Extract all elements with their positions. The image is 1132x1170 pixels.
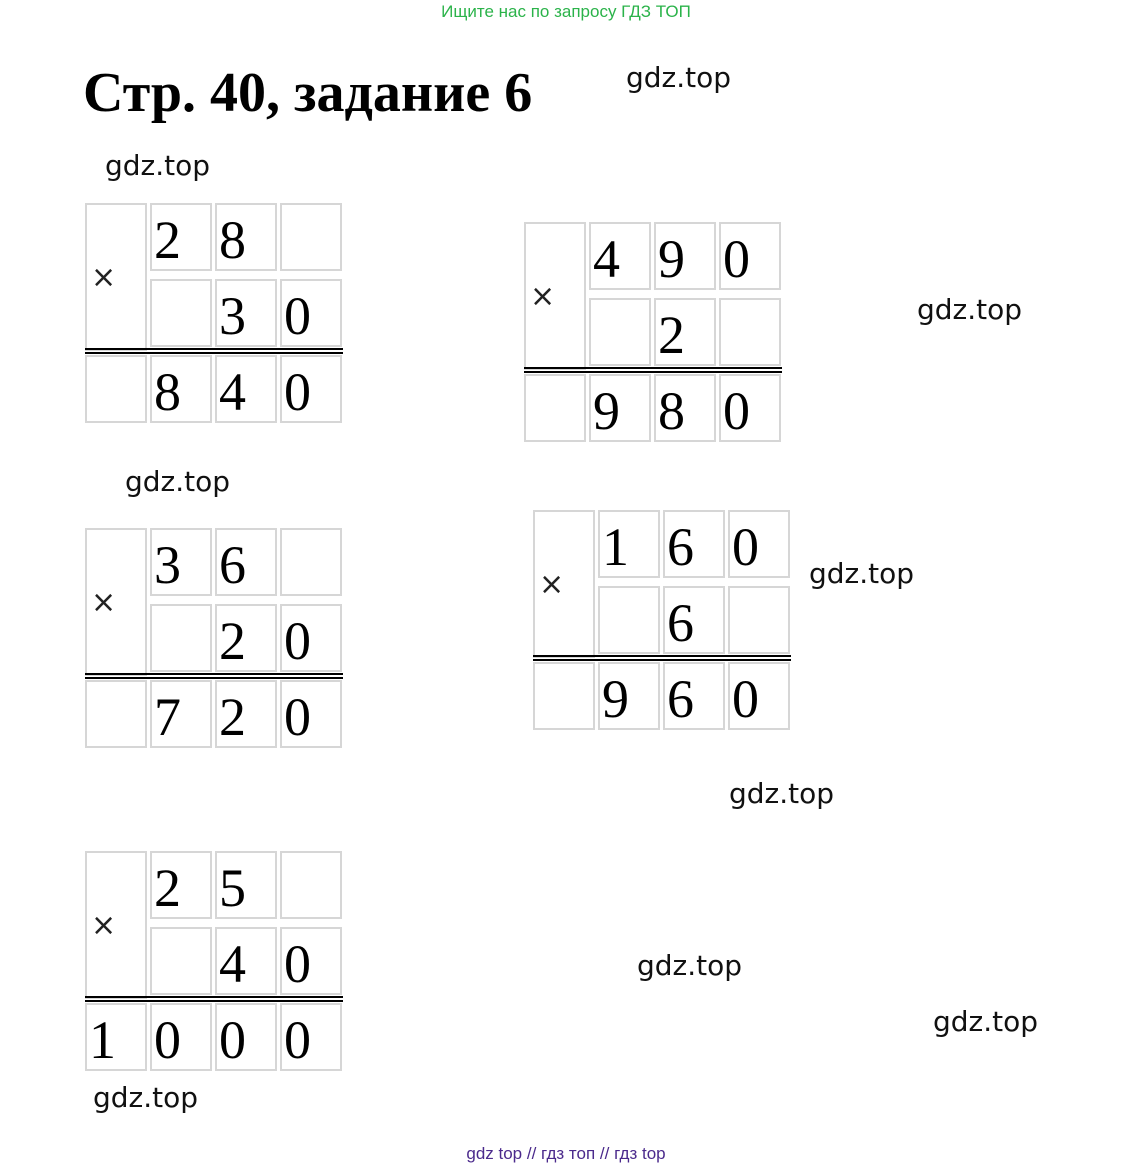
grid-cell	[150, 927, 212, 995]
multiplication-problem	[533, 510, 793, 738]
result-line	[85, 348, 343, 350]
watermark: gdz.top	[93, 1081, 199, 1114]
grid-cell	[589, 298, 651, 366]
multiplication-problem	[85, 528, 345, 756]
grid-cell	[150, 279, 212, 347]
grid-cell	[280, 528, 342, 596]
multiplicand-digit: 6	[667, 517, 694, 577]
product-digit: 2	[219, 687, 246, 747]
multiply-sign: ×	[539, 567, 565, 602]
grid-cell	[719, 298, 781, 366]
multiplication-problem	[85, 851, 345, 1079]
footer-separator: //	[599, 1144, 610, 1163]
page-title: Стр. 40, задание 6	[83, 62, 533, 124]
product-digit: 0	[284, 1010, 311, 1070]
multiplicand-digit: 0	[732, 517, 759, 577]
grid-cell	[598, 586, 660, 654]
footer-link-gdz-top[interactable]: gdz top	[466, 1144, 523, 1163]
watermark: gdz.top	[125, 465, 231, 498]
grid-cell	[280, 203, 342, 271]
multiplicand-digit: 2	[154, 210, 181, 270]
multiplicand-digit: 3	[154, 535, 181, 595]
header-note: Ищите нас по запросу ГДЗ ТОП	[441, 2, 691, 21]
multiplicand-digit: 1	[602, 517, 629, 577]
multiplication-problem	[524, 222, 784, 450]
grid-cell	[524, 374, 586, 442]
multiplicand-digit: 9	[658, 229, 685, 289]
multiply-sign: ×	[91, 585, 117, 620]
product-digit: 0	[723, 381, 750, 441]
multiplier-digit: 0	[284, 286, 311, 346]
multiply-sign: ×	[91, 260, 117, 295]
watermark: gdz.top	[933, 1005, 1039, 1038]
result-line	[85, 996, 343, 998]
multiplier-digit: 4	[219, 934, 246, 994]
multiplier-digit: 2	[219, 611, 246, 671]
product-digit: 0	[284, 687, 311, 747]
product-digit: 8	[658, 381, 685, 441]
footer-link-gdz-top-mixed[interactable]: гдз top	[614, 1144, 666, 1163]
multiplicand-digit: 2	[154, 858, 181, 918]
watermark: gdz.top	[729, 777, 835, 810]
product-digit: 6	[667, 669, 694, 729]
watermark: gdz.top	[917, 293, 1023, 326]
product-digit: 4	[219, 362, 246, 422]
footer-separator: //	[526, 1144, 537, 1163]
grid-cell	[533, 662, 595, 730]
result-line	[533, 655, 791, 657]
watermark: gdz.top	[809, 557, 915, 590]
result-line	[85, 677, 343, 679]
product-digit: 0	[284, 362, 311, 422]
watermark: gdz.top	[105, 149, 211, 182]
watermark: gdz.top	[637, 949, 743, 982]
result-line	[524, 367, 782, 369]
result-line	[524, 371, 782, 373]
grid-cell	[85, 680, 147, 748]
result-line	[85, 352, 343, 354]
product-digit: 9	[593, 381, 620, 441]
result-line	[85, 1000, 343, 1002]
footer-links	[0, 1144, 1132, 1164]
multiplier-digit: 0	[284, 611, 311, 671]
grid-cell	[728, 586, 790, 654]
grid-cell	[280, 851, 342, 919]
grid-cell	[85, 355, 147, 423]
multiplier-digit: 0	[284, 934, 311, 994]
grid-cell	[150, 604, 212, 672]
product-digit: 0	[154, 1010, 181, 1070]
product-digit: 8	[154, 362, 181, 422]
result-line	[533, 659, 791, 661]
product-digit: 0	[732, 669, 759, 729]
multiplicand-digit: 8	[219, 210, 246, 270]
multiplication-problem	[85, 203, 345, 431]
multiplicand-digit: 4	[593, 229, 620, 289]
multiplier-digit: 3	[219, 286, 246, 346]
multiply-sign: ×	[91, 908, 117, 943]
product-digit: 9	[602, 669, 629, 729]
result-line	[85, 673, 343, 675]
product-digit: 1	[89, 1010, 116, 1070]
product-digit: 0	[219, 1010, 246, 1070]
multiplier-digit: 6	[667, 593, 694, 653]
multiplier-digit: 2	[658, 305, 685, 365]
watermark: gdz.top	[626, 61, 732, 94]
multiply-sign: ×	[530, 279, 556, 314]
footer-link-gdz-top-ru[interactable]: гдз топ	[541, 1144, 596, 1163]
multiplicand-digit: 5	[219, 858, 246, 918]
product-digit: 7	[154, 687, 181, 747]
multiplicand-digit: 0	[723, 229, 750, 289]
multiplicand-digit: 6	[219, 535, 246, 595]
